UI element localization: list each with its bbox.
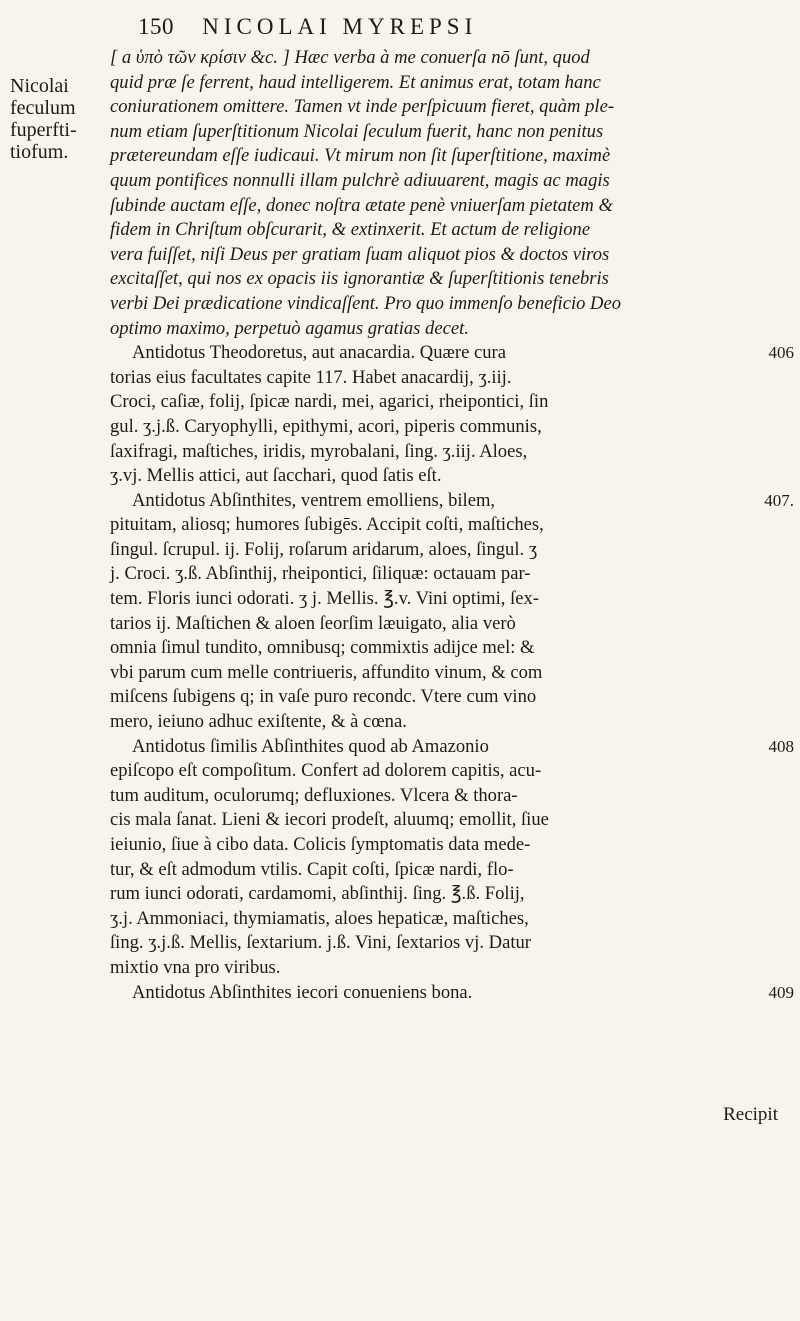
text-line: tem. Floris iunci odorati. ʒ j. Mellis. ℥.v. Vini optimi, ſex- [110, 588, 539, 610]
text-line: ʒ.vj. Mellis attici, aut ſacchari, quod ſatis eſt. [110, 465, 442, 487]
text-line: ſingul. ſcrupul. ij. Folij, roſarum aridarum, aloes, ſingul. ʒ [110, 538, 538, 560]
text-line: optimo maximo, perpetuò agamus gratias decet. [110, 317, 469, 339]
running-title: NICOLAI MYREPSI [202, 14, 478, 39]
text-line: verbi Dei prædicatione vindicaſſent. Pro quo immenſo beneficio Deo [110, 292, 622, 314]
text-line: ʒ.j. Ammoniaci, thymiamatis, aloes hepaticæ, maſtiches, [110, 907, 529, 929]
text-line: quum pontifices nonnulli illam pulchrè adiuuarent, magis ac magis [110, 169, 610, 191]
text-line: Croci, caſiæ, folij, ſpicæ nardi, mei, agarici, rheipontici, ſin [110, 391, 549, 413]
text-line: miſcens ſubigens q; in vaſe puro recondc. Vtere cum vino [110, 686, 537, 708]
text-line: tur, & eſt admodum vtilis. Capit coſti, ſpicæ nardi, flo- [110, 858, 514, 880]
text-line: ſing. ʒ.j.ß. Mellis, ſextarium. j.ß. Vini, ſextarios vj. Datur [110, 932, 531, 954]
text-line: rum iunci odorati, cardamomi, abſinthij. ſing. ℥.ß. Folij, [110, 883, 525, 905]
text-line: omnia ſimul tundito, omnibusq; commixtis adijce mel: & [110, 637, 535, 659]
text-line: ieiunio, ſiue à cibo data. Colicis ſymptomatis data mede- [110, 834, 531, 855]
catchword: Recipit [723, 1104, 778, 1125]
text-line: pituitam, aliosq; humores ſubigēs. Accipit coſti, maſtiches, [110, 514, 544, 536]
text-line: gul. ʒ.j.ß. Caryophylli, epithymi, acori, piperis communis, [110, 415, 542, 437]
recipe-number: 409 [768, 982, 794, 1002]
text-line: ſubinde auctam eſſe, donec noſtra ætate penè vniuerſam pietatem & [110, 194, 613, 216]
text-line: prætereundam eſſe iudicaui. Vt mirum non ſit ſuperſtitione, maximè [110, 145, 611, 167]
margin-note-line: Nicolai [10, 75, 69, 97]
text-line: excitaſſet, qui nos ex opacis iis ignorantiæ & ſuperſtitionis tenebris [110, 268, 609, 290]
text-line: vbi parum cum melle contriueris, affundito vinum, & com [110, 661, 543, 683]
body-text [110, 46, 794, 1005]
text-line: fidem in Chriſtum obſcurarit, & extinxerit. Et actum de religione [110, 219, 591, 241]
text-line: Antidotus ſimilis Abſinthites quod ab Amazonio 408 [110, 735, 780, 760]
margin-note-line: fuperfti- [10, 119, 77, 141]
text-line: tarios ij. Maſtichen & aloen ſeorſim læuigato, alia verò [110, 612, 516, 634]
text-line: [ a ὑπὸ τῶν κρίσιν &c. ] Hæc verba à me conuerſa nō ſunt, quod [110, 47, 590, 68]
text-line: Antidotus Theodoretus, aut anacardia. Quære cura 406 [110, 341, 780, 366]
text-line: epiſcopo eſt compoſitum. Confert ad dolorem capitis, acu- [110, 760, 542, 782]
recipe-number: 406 [768, 343, 794, 363]
text-line: mero, ieiuno adhuc exiſtente, & à cœna. [110, 711, 407, 733]
recipe-number: 408 [768, 736, 794, 756]
text-line: Antidotus Abſinthites iecori conueniens bona. 409 [110, 981, 780, 1006]
text-line: vera fuiſſet, niſi Deus per gratiam ſuam aliquot pios & doctos viros [110, 243, 610, 265]
text-line: coniurationem omittere. Tamen vt inde perſpicuum fieret, quàm ple- [110, 96, 615, 118]
text-line: cis mala ſanat. Lieni & iecori prodeſt, aluumq; emollit, ſiue [110, 809, 549, 831]
text-line: quid præ ſe ferrent, haud intelligerem. Et animus erat, totam hanc [110, 71, 601, 93]
margin-note [10, 75, 100, 163]
margin-note-line: feculum [10, 97, 76, 119]
recipe-number: 407. [764, 490, 794, 510]
page-number: 150 [138, 14, 174, 39]
text-line: torias eius facultates capite 117. Habet anacardij, ʒ.iij. [110, 366, 512, 388]
text-line: ſaxifragi, maſtiches, iridis, myrobalani, ſing. ʒ.iij. Aloes, [110, 440, 528, 462]
margin-note-line: tiofum. [10, 141, 69, 163]
text-line: tum auditum, oculorumq; defluxiones. Vlcera & thora- [110, 784, 518, 806]
running-head [138, 14, 778, 40]
text-line: Antidotus Abſinthites, ventrem emolliens, bilem, 407. [110, 489, 780, 514]
text-line: j. Croci. ʒ.ß. Abſinthij, rheipontici, ſiliquæ: octauam par- [110, 563, 531, 585]
text-line: mixtio vna pro viribus. [110, 956, 281, 978]
text-line: num etiam ſuperſtitionum Nicolai ſeculum fuerit, hanc non penitus [110, 120, 604, 142]
